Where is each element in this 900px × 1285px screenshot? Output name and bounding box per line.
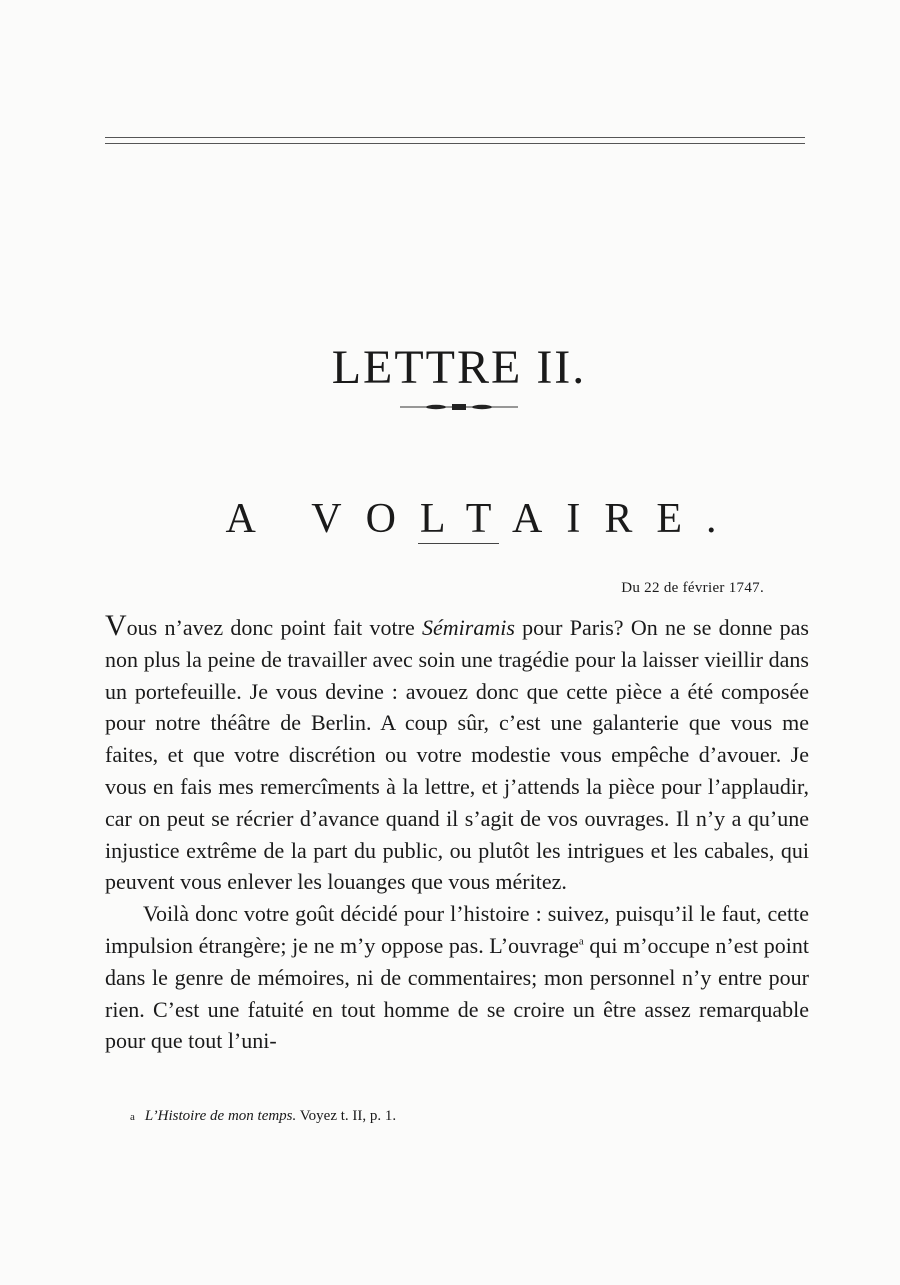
ornament-divider — [400, 398, 518, 416]
short-divider — [418, 543, 499, 544]
footnote-reference: a — [578, 935, 584, 948]
paragraph-2-text-a: Voilà donc votre goût décidé pour l’histoire : suivez, puisqu’il le faut, cette impulsion étrangère; je ne m’y oppose pas. L’ouvrage — [105, 901, 809, 958]
footnote-mark: a — [130, 1111, 135, 1123]
letter-title: LETTRE II. — [331, 341, 587, 395]
letter-recipient: A VOLTAIRE. — [225, 495, 741, 542]
letter-date: Du 22 de février 1747. — [621, 580, 764, 596]
paragraph-2 — [105, 898, 809, 1057]
play-title: Sémiramis — [422, 615, 515, 640]
header-double-rule — [105, 137, 805, 144]
paragraph-1-text-b: pour Paris? On ne se donne pas non plus la peine de travailler avec soin une tragédie pour la laisser vieillir dans un portefeuille. Je vous devine : avouez donc que cette pièce a été composée pour notre théâtre de Berlin. A coup sûr, c’est une galanterie que vous me faites, et que votre discrétion ou votre modestie vous empêche d’avouer. Je vous en fais mes remercîments à la lettre, et j’attends la pièce pour l’applaudir, car on peut se récrier d’avance quand il s’agit de vos ouvrages. Il n’y a qu’une injustice extrême de la part du public, ou plutôt les intrigues et les cabales, qui peuvent vous enlever les louanges que vous méritez. — [105, 615, 809, 895]
drop-capital: V — [105, 609, 127, 642]
paragraph-2-text-b: qui m’occupe n’est point dans le genre de mémoires, ni de commentaires; mon personnel n’y entre pour rien. C’est une fatuité en tout homme de se croire un être assez remarquable pour que tout l’uni- — [105, 932, 809, 1054]
footnote — [130, 1108, 396, 1125]
paragraph-1-text-a: ous n’avez donc point fait votre — [126, 615, 423, 640]
letter-body — [105, 609, 809, 1057]
footnote-work-title: L’Histoire de mon temps. — [144, 1108, 297, 1124]
footnote-text: Voyez t. II, p. 1. — [296, 1108, 397, 1124]
paragraph-1 — [105, 609, 809, 898]
